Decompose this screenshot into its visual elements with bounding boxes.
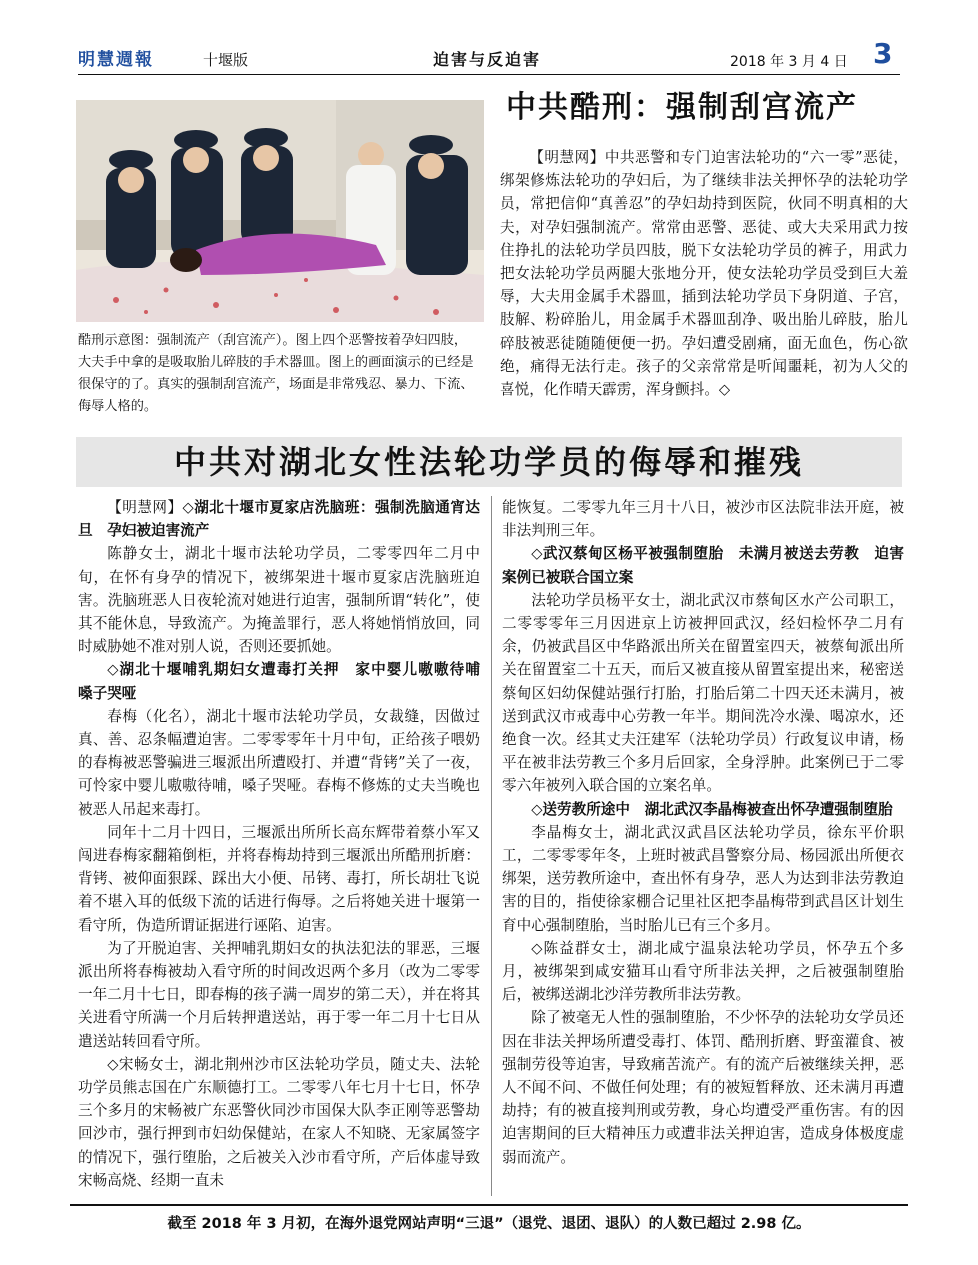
footer-rule	[70, 1204, 908, 1206]
lead-subheading: ◇湖北十堰市夏家店洗脑班：强制洗脑通宵达旦 孕妇被迫害流产	[78, 499, 480, 540]
paragraph: 法轮功学员杨平女士，湖北武汉市蔡甸区水产公司职工，二零零零年三月因进京上访被押回武汉，经妇检怀孕二月有余，仍被武昌区中华路派出所关在留置室四天，被蔡甸派出所关在留置室二十五天，而后又被直接从留置室提出来，秘密送蔡甸区妇幼保健站强行打胎，打胎后第二十四天还未满月，被送到武汉市戒毒中心劳教一年半。期间洗冷水澡、喝凉水，还绝食一次。经其丈夫汪建军（法轮功学员）行政复议申请，杨平在被非法劳教三个多月后回家，全身浮肿。此案例已于二零零六年被列入联合国的立案名单。	[502, 591, 904, 795]
issue-date: 2018 年 3 月 4 日	[730, 54, 848, 70]
paragraph: 同年十二月十四日，三堰派出所所长高东辉带着蔡小军又闯进春梅家翻箱倒柜，并将春梅劫持到三堰派出所酷刑折磨：背铐、被仰面狠踩、踩出大小便、吊铐、毒打，所长胡壮飞说着不堪入耳的低级下流的话进行侮辱。之后将她关进十堰第一看守所，伪造所谓证据进行诬陷、迫害。	[78, 823, 480, 934]
top-article-body: 【明慧网】中共恶警和专门迫害法轮功的“六一零”恶徒，绑架修炼法轮功的孕妇后，为了继续非法关押怀孕的法轮功学员，常把信仰“真善忍”的孕妇劫持到医院，伙同不明真相的大夫，对孕妇强制流产。常常由恶警、恶徒、或大夫采用武力按住挣扎的法轮功学员四肢，脱下女法轮功学员的裤子，用武力把女法轮功学员两腿大张地分开，使女法轮功学员受到巨大羞辱，大夫用金属手术器皿，插到法轮功学员下身阴道、子宫，肢解、粉碎胎儿，用金属手术器皿刮净、吸出胎儿碎肢，胎儿碎肢被恶徒随随便便一扔。孕妇遭受剧痛，面无血色，伤心欲绝，痛得无法行走。孩子的父亲常常是听闻噩耗，初为人父的喜悦，化作晴天霹雳，浑身颤抖。◇	[500, 149, 908, 399]
photo-graphic	[76, 100, 484, 322]
subheading: ◇武汉蔡甸区杨平被强制堕胎 未满月被送去劳教 迫害案例已被联合国立案	[502, 545, 904, 586]
section-title: 迫害与反迫害	[433, 50, 542, 69]
subheading: ◇送劳教所途中 湖北武汉李晶梅被查出怀孕遭强制堕胎	[531, 800, 893, 818]
header-rule	[78, 74, 900, 75]
paragraph: 陈静女士，湖北十堰市法轮功学员，二零零四年二月中旬，在怀有身孕的情况下，被绑架进十堰市夏家店洗脑班迫害。洗脑班恶人日夜轮流对她进行迫害，强制所谓“转化”，使其不能休息，导致流产。为掩盖罪行，恶人将她悄悄放回，同时威胁她不准对别人说，否则还要抓她。	[78, 545, 480, 656]
paragraph: 为了开脱迫害、关押哺乳期妇女的执法犯法的罪恶，三堰派出所将春梅被劫入看守所的时间改迟两个多月（改为二零零一年二月十七日，即春梅的孩子满一周岁的第二天），并在将其关进看守所满一个月后转押遣送站，再于零一年二月十七日从遣送站转回看守所。	[78, 939, 480, 1050]
main-article-right-column	[502, 496, 904, 1169]
edition-label: 十堰版	[203, 51, 249, 69]
footer-notice: 截至 2018 年 3 月初，在海外退党网站声明“三退”（退党、退团、退队）的人数已超过 2.98 亿。	[167, 1216, 811, 1232]
continued-paragraph: 能恢复。二零零九年三月十八日，被沙市区法院非法开庭，被非法判刑三年。	[502, 499, 904, 540]
paragraph: 春梅（化名），湖北十堰市法轮功学员，女裁缝，因做过真、善、忍条幅遭迫害。二零零零年十月中旬，正给孩子喂奶的春梅被恶警骗进三堰派出所遭殴打、并遭“背铐”关了一夜，可怜家中婴儿嗷嗷待哺，嗓子哭哑。春梅不修炼的丈夫当晚也被恶人吊起来毒打。	[78, 707, 480, 818]
lead-paragraph	[78, 496, 480, 542]
main-article-banner	[76, 437, 902, 487]
column-divider	[491, 496, 492, 1196]
page-header	[78, 37, 900, 74]
torture-illustration-photo	[76, 100, 484, 322]
paragraph: ◇宋畅女士，湖北荆州沙市区法轮功学员，随丈夫、法轮功学员熊志国在广东顺德打工。二零零八年七月十七日，怀孕三个多月的宋畅被广东恶警伙同沙市国保大队李正刚等恶警劫回沙市，强行押到市妇幼保健站，在家人不知晓、无家属签字的情况下，强行堕胎，之后被关入沙市看守所，产后体虚导致宋畅高烧、经期一直未	[78, 1055, 480, 1189]
main-article-left-column	[78, 496, 495, 1192]
paragraph: 李晶梅女士，湖北武汉武昌区法轮功学员，徐东平价职工，二零零零年冬，上班时被武昌警察分局、杨园派出所便衣绑架，送劳教所途中，查出怀有身孕，恶人为达到非法劳教迫害的目的，指使徐家棚合记里社区把李晶梅带到武昌区计划生育中心强制堕胎，当时胎儿已有三个多月。	[502, 823, 904, 934]
page-number: 3	[873, 37, 893, 70]
top-article-title: 中共酷刑：强制刮宫流产	[506, 90, 858, 125]
source-tag: 【明慧网】	[107, 499, 183, 516]
paragraph: ◇陈益群女士，湖北咸宁温泉法轮功学员，怀孕五个多月，被绑架到咸安猫耳山看守所非法关押，之后被强制堕胎后，被绑送湖北沙洋劳教所非法劳教。	[502, 939, 904, 1004]
subheading: ◇湖北十堰哺乳期妇女遭毒打关押 家中婴儿嗷嗷待哺 嗓子哭哑	[78, 661, 495, 702]
newspaper-name: 明慧週報	[78, 50, 154, 70]
paragraph: 除了被毫无人性的强制堕胎，不少怀孕的法轮功女学员还因在非法关押场所遭受毒打、体罚、酷刑折磨、野蛮灌食、被强制劳役等迫害，导致痛苦流产。有的流产后被继续关押，恶人不闻不问、不做任何处理；有的被短暂释放、还未满月再遭劫持；有的被直接判刑或劳教，身心均遭受严重伤害。有的因迫害期间的巨大精神压力或遭非法关押迫害，造成身体极度虚弱而流产。	[502, 1009, 904, 1166]
main-article-title: 中共对湖北女性法轮功学员的侮辱和摧残	[173, 443, 804, 481]
photo-caption: 酷刑示意图：强制流产（刮宫流产）。图上四个恶警按着孕妇四肢，大夫手中拿的是吸取胎儿碎肢的手术器皿。图上的画面演示的已经是很保守的了。真实的强制刮宫流产，场面是非常残忍、暴力、下流、侮辱人格的。	[78, 333, 474, 414]
